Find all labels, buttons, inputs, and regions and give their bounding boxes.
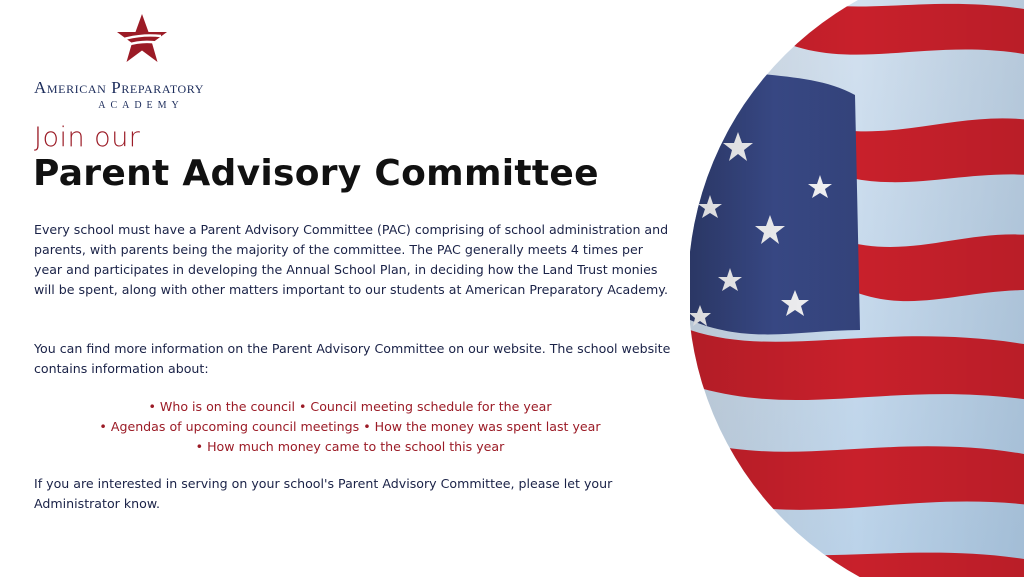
heading-kicker: Join our <box>34 122 141 153</box>
bullet-line: • How much money came to the school this year <box>195 439 505 454</box>
intro-paragraph: Every school must have a Parent Advisory Committee (PAC) comprising of school administration and parents, with parents being the majority of the committee. The PAC generally meets 4 times per year and participates in developing the Annual School Plan, in deciding how the Land Trust monies will be spent, along with other matters important to our students at American Preparatory Academy. <box>34 222 669 297</box>
info-paragraph: You can find more information on the Parent Advisory Committee on our website. The school website contains information about: <box>34 341 671 376</box>
info-bullet-list <box>34 397 666 457</box>
bullet-line: • Who is on the council • Council meeting schedule for the year <box>148 399 552 414</box>
page-title: Parent Advisory Committee <box>33 153 599 194</box>
closing-paragraph: If you are interested in serving on your school's Parent Advisory Committee, please let your Administrator know. <box>34 476 613 511</box>
logo-name: American Preparatory <box>34 78 205 97</box>
school-logo <box>28 12 248 111</box>
star-icon <box>114 12 170 66</box>
bullet-line: • Agendas of upcoming council meetings • How the money was spent last year <box>99 419 601 434</box>
american-flag-image <box>690 0 1024 577</box>
logo-subtitle: ACADEMY <box>98 100 184 111</box>
